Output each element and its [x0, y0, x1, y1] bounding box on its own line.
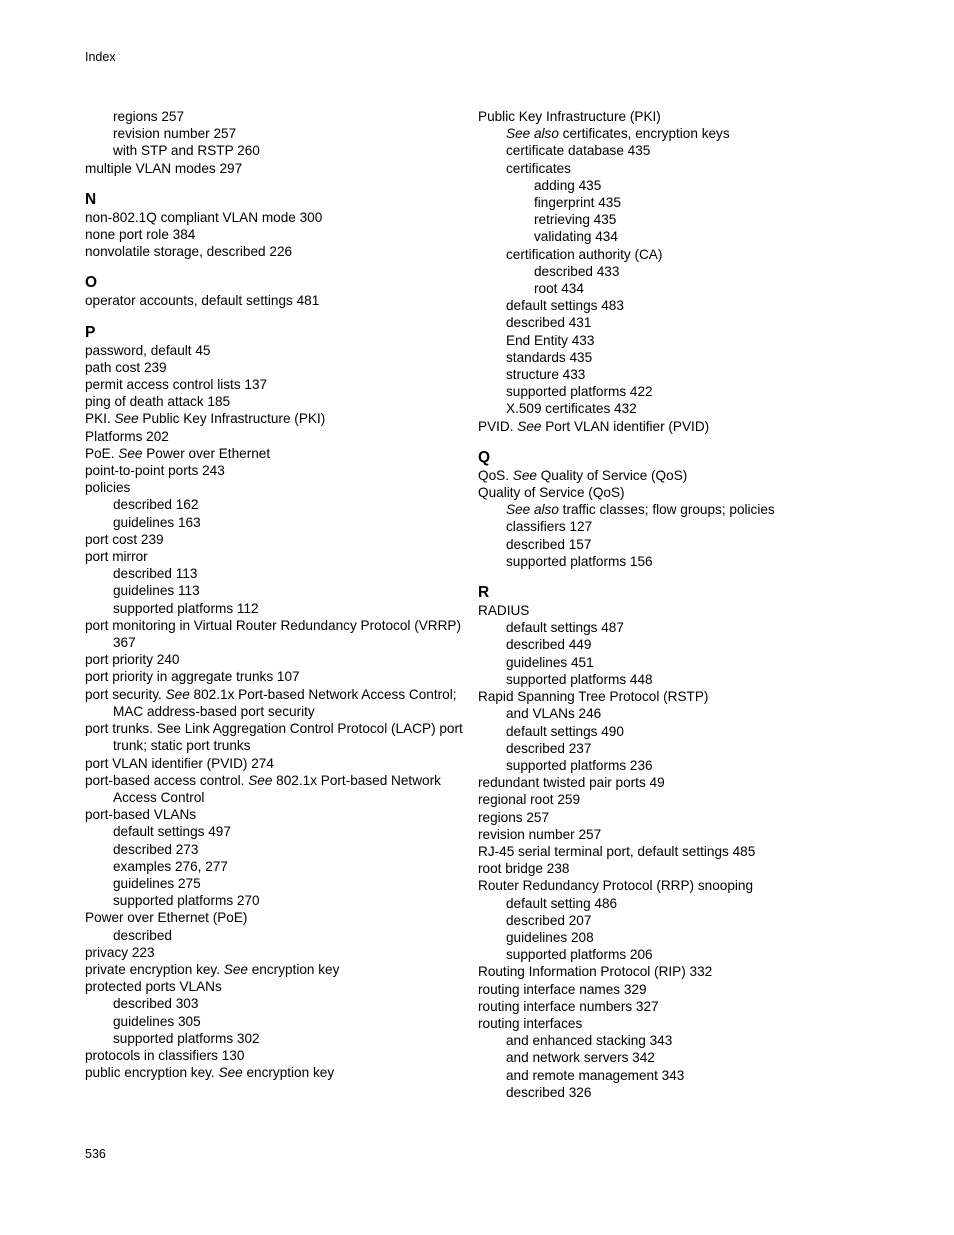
entry-text: guidelines 451 [506, 654, 594, 670]
index-entry [85, 393, 465, 410]
index-subentry [478, 740, 878, 757]
see-reference: See [517, 418, 542, 434]
entry-text: certificate database 435 [506, 143, 651, 159]
index-entry [85, 410, 465, 427]
entry-text: default settings 487 [506, 620, 624, 636]
entry-text: operator accounts, default settings 481 [85, 293, 320, 309]
index-subentry [85, 600, 465, 617]
index-column-left [85, 108, 465, 1081]
index-entry [478, 418, 878, 435]
entry-text: described 157 [506, 536, 592, 552]
index-entry [478, 688, 878, 705]
see-reference: See [512, 467, 537, 483]
entry-text: port VLAN identifier (PVID) 274 [85, 755, 274, 771]
index-letter-heading: Q [478, 448, 491, 466]
entry-text: described 207 [506, 912, 592, 928]
running-head: Index [85, 50, 116, 64]
entry-text: RJ-45 serial terminal port, default settings 485 [478, 843, 756, 859]
index-entry [85, 755, 465, 772]
index-subentry [85, 514, 465, 531]
index-entry [85, 686, 465, 720]
index-subentry [85, 125, 465, 142]
index-entry [85, 1047, 465, 1064]
entry-text: routing interfaces [478, 1015, 583, 1031]
index-subentry [478, 1084, 878, 1101]
index-subentry [85, 823, 465, 840]
index-entry [85, 1064, 465, 1081]
entry-text: port cost 239 [85, 531, 164, 547]
entry-text: described 237 [506, 740, 592, 756]
entry-text: fingerprint 435 [534, 195, 621, 211]
entry-text: 802.1x Port-based Network Access Control [113, 772, 441, 805]
entry-text: port priority in aggregate trunks 107 [85, 669, 300, 685]
index-subentry [85, 142, 465, 159]
entry-text: guidelines 208 [506, 929, 594, 945]
index-entry [85, 226, 465, 243]
index-subentry [85, 892, 465, 909]
entry-text: RADIUS [478, 603, 530, 619]
index-subentry [478, 895, 878, 912]
entry-text: 802.1x Port-based Network Access Control; MAC address-based port security [113, 686, 457, 719]
index-entry [478, 1015, 878, 1032]
index-entry [85, 944, 465, 961]
entry-text: PVID. [478, 418, 518, 434]
entry-text: described 326 [506, 1084, 592, 1100]
index-subentry [478, 757, 878, 774]
entry-text: Rapid Spanning Tree Protocol (RSTP) [478, 689, 709, 705]
index-subentry [85, 927, 465, 944]
index-subentry [478, 211, 878, 228]
entry-text: guidelines 163 [113, 514, 201, 530]
index-entry [478, 981, 878, 998]
entry-text: supported platforms 156 [506, 553, 653, 569]
entry-text: port-based access control. [85, 772, 249, 788]
index-subentry [478, 349, 878, 366]
entry-text: described 113 [113, 566, 198, 582]
entry-text: retrieving 435 [534, 212, 617, 228]
index-subentry [478, 366, 878, 383]
index-entry [85, 806, 465, 823]
index-entry [478, 860, 878, 877]
index-entry [478, 467, 878, 484]
entry-text: port priority 240 [85, 652, 180, 668]
index-subentry [85, 875, 465, 892]
entry-text: regional root 259 [478, 792, 581, 808]
entry-text: supported platforms 302 [113, 1030, 260, 1046]
entry-text: examples 276, 277 [113, 858, 228, 874]
entry-text: Quality of Service (QoS) [536, 467, 688, 483]
entry-text: certification authority (CA) [506, 246, 663, 262]
see-reference: See [118, 445, 143, 461]
entry-text: PoE. [85, 445, 119, 461]
entry-text: supported platforms 112 [113, 600, 259, 616]
index-subentry [478, 263, 878, 280]
index-letter-heading: R [478, 584, 490, 602]
entry-text: and enhanced stacking 343 [506, 1033, 673, 1049]
see-reference: See [165, 686, 190, 702]
entry-text: default settings 483 [506, 298, 624, 314]
entry-text: public encryption key. [85, 1065, 219, 1081]
page-number: 536 [85, 1147, 106, 1161]
entry-text: with STP and RSTP 260 [113, 143, 260, 159]
entry-text: regions 257 [113, 109, 185, 124]
index-entry [478, 108, 878, 125]
entry-text: root bridge 238 [478, 861, 570, 877]
index-subentry [478, 246, 878, 263]
entry-text: port-based VLANs [85, 807, 197, 823]
entry-text: classifiers 127 [506, 519, 593, 535]
entry-text: Public Key Infrastructure (PKI) [138, 411, 326, 427]
index-entry [478, 484, 878, 501]
index-subentry [478, 280, 878, 297]
index-entry [85, 909, 465, 926]
see-reference: See [114, 411, 139, 427]
index-entry [478, 774, 878, 791]
index-entry [478, 963, 878, 980]
index-subentry [478, 619, 878, 636]
entry-text: port security. [85, 686, 166, 702]
index-letter-heading: N [85, 190, 97, 208]
index-subentry [478, 383, 878, 400]
entry-text: routing interface names 329 [478, 981, 647, 997]
see-reference: See also [506, 126, 559, 142]
entry-text: regions 257 [478, 809, 550, 825]
entry-text: described 431 [506, 315, 592, 331]
index-subentry [478, 536, 878, 553]
index-subentry [85, 841, 465, 858]
index-entry [85, 376, 465, 393]
entry-text: revision number 257 [478, 826, 602, 842]
see-reference: See [248, 772, 273, 788]
index-entry [85, 445, 465, 462]
entry-text: guidelines 305 [113, 1013, 201, 1029]
entry-text: guidelines 113 [113, 583, 200, 599]
index-entry [85, 292, 465, 309]
entry-text: protected ports VLANs [85, 979, 222, 995]
entry-text: and network servers 342 [506, 1050, 655, 1066]
entry-text: multiple VLAN modes 297 [85, 160, 243, 176]
entry-text: point-to-point ports 243 [85, 463, 225, 479]
index-subentry [85, 995, 465, 1012]
index-entry [85, 359, 465, 376]
entry-text: and remote management 343 [506, 1067, 685, 1083]
entry-text: default settings 497 [113, 824, 231, 840]
index-subentry [478, 654, 878, 671]
index-subentry [85, 496, 465, 513]
entry-text: root 434 [534, 281, 584, 297]
entry-text: supported platforms 206 [506, 947, 653, 963]
entry-text: guidelines 275 [113, 875, 201, 891]
index-subentry [478, 194, 878, 211]
entry-text: encryption key [247, 961, 340, 977]
entry-text: nonvolatile storage, described 226 [85, 244, 293, 260]
index-entry [85, 548, 465, 565]
index-subentry [478, 518, 878, 535]
entry-text: default settings 490 [506, 723, 624, 739]
index-entry [478, 877, 878, 894]
entry-text: supported platforms 448 [506, 671, 653, 687]
see-reference: See [218, 1065, 243, 1081]
index-subentry [478, 142, 878, 159]
entry-text: revision number 257 [113, 126, 237, 142]
entry-text: structure 433 [506, 367, 586, 383]
index-subentry [478, 160, 878, 177]
entry-text: redundant twisted pair ports 49 [478, 775, 665, 791]
index-subentry [85, 1030, 465, 1047]
index-entry [85, 342, 465, 359]
index-subentry [478, 671, 878, 688]
entry-text: Power over Ethernet (PoE) [85, 910, 248, 926]
entry-text: privacy 223 [85, 944, 155, 960]
index-entry [85, 209, 465, 226]
entry-text: described 162 [113, 497, 199, 513]
index-entry [85, 668, 465, 685]
index-entry [85, 978, 465, 995]
entry-text: Port VLAN identifier (PVID) [541, 418, 710, 434]
entry-text: private encryption key. [85, 961, 224, 977]
entry-text: Platforms 202 [85, 428, 169, 444]
index-entry [85, 772, 465, 806]
index-entry [478, 843, 878, 860]
index-column-right [478, 108, 878, 1101]
index-subentry [85, 565, 465, 582]
index-subentry [478, 314, 878, 331]
index-subentry [478, 929, 878, 946]
entry-text: described 273 [113, 841, 199, 857]
index-subentry [478, 501, 878, 518]
index-subentry [478, 946, 878, 963]
index-entry [478, 826, 878, 843]
entry-text: PKI. [85, 411, 115, 427]
entry-text: validating 434 [534, 229, 618, 245]
index-entry [85, 961, 465, 978]
index-subentry [478, 1032, 878, 1049]
index-entry [85, 720, 465, 754]
entry-text: Router Redundancy Protocol (RRP) snooping [478, 878, 754, 894]
index-subentry [478, 553, 878, 570]
entry-text: port monitoring in Virtual Router Redundancy Protocol (VRRP) 367 [85, 617, 462, 651]
entry-text: none port role 384 [85, 227, 196, 243]
entry-text: supported platforms 270 [113, 893, 260, 909]
entry-text: non-802.1Q compliant VLAN mode 300 [85, 209, 323, 225]
index-subentry [478, 1049, 878, 1066]
entry-text: described 303 [113, 996, 199, 1012]
entry-text: End Entity 433 [506, 332, 595, 348]
index-letter-heading: P [85, 323, 96, 341]
entry-text: port trunks. See Link Aggregation Control Protocol (LACP) port trunk; static port trunks [85, 721, 463, 754]
entry-text: path cost 239 [85, 359, 167, 375]
entry-text: described 433 [534, 263, 620, 279]
entry-text: Quality of Service (QoS) [478, 485, 625, 501]
index-entry [478, 809, 878, 826]
index-subentry [478, 228, 878, 245]
entry-text: and VLANs 246 [506, 706, 602, 722]
index-entry [85, 428, 465, 445]
index-subentry [478, 332, 878, 349]
index-entry [85, 160, 465, 177]
index-entry [85, 479, 465, 496]
entry-text: described 449 [506, 637, 592, 653]
index-subentry [478, 705, 878, 722]
entry-text: X.509 certificates 432 [506, 401, 637, 417]
entry-text: permit access control lists 137 [85, 377, 268, 393]
entry-text: QoS. [478, 467, 513, 483]
entry-text: traffic classes; flow groups; policies [558, 502, 775, 518]
entry-text: certificates [506, 160, 571, 176]
entry-text: Routing Information Protocol (RIP) 332 [478, 964, 713, 980]
entry-text: ping of death attack 185 [85, 394, 231, 410]
entry-text: supported platforms 422 [506, 384, 653, 400]
index-subentry [478, 1067, 878, 1084]
index-subentry [478, 723, 878, 740]
entry-text: standards 435 [506, 349, 593, 365]
index-subentry [85, 108, 465, 125]
index-entry [478, 791, 878, 808]
entry-text: described [113, 927, 172, 943]
index-subentry [478, 400, 878, 417]
index-entry [85, 243, 465, 260]
index-subentry [85, 582, 465, 599]
entry-text: port mirror [85, 549, 148, 565]
index-subentry [478, 125, 878, 142]
entry-text: Power over Ethernet [142, 445, 271, 461]
index-subentry [478, 177, 878, 194]
see-reference: See [223, 961, 248, 977]
entry-text: routing interface numbers 327 [478, 998, 659, 1014]
entry-text: adding 435 [534, 177, 602, 193]
index-subentry [85, 858, 465, 875]
entry-text: Public Key Infrastructure (PKI) [478, 109, 661, 124]
index-entry [85, 531, 465, 548]
index-subentry [478, 912, 878, 929]
entry-text: default setting 486 [506, 895, 618, 911]
entry-text: policies [85, 480, 131, 496]
index-letter-heading: O [85, 274, 98, 292]
index-subentry [478, 636, 878, 653]
entry-text: supported platforms 236 [506, 757, 653, 773]
entry-text: certificates, encryption keys [558, 126, 730, 142]
see-reference: See also [506, 502, 559, 518]
entry-text: password, default 45 [85, 342, 211, 358]
index-entry [85, 462, 465, 479]
index-subentry [478, 297, 878, 314]
index-entry [85, 651, 465, 668]
index-subentry [85, 1013, 465, 1030]
entry-text: protocols in classifiers 130 [85, 1047, 245, 1063]
index-entry [478, 998, 878, 1015]
index-entry [85, 617, 465, 651]
entry-text: encryption key [242, 1065, 335, 1081]
index-entry [478, 602, 878, 619]
